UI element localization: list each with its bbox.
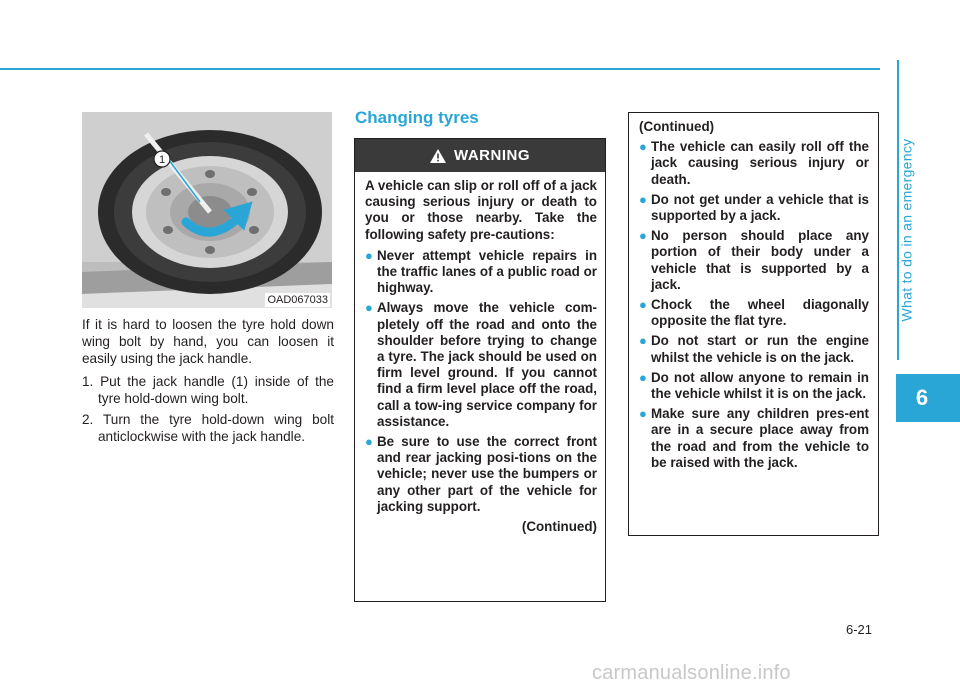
chapter-number: 6 bbox=[915, 385, 929, 410]
continued-bullet-item bbox=[639, 406, 869, 471]
steps-list bbox=[82, 373, 334, 445]
spare-tyre-photo bbox=[82, 112, 332, 308]
continued-bullet-item bbox=[639, 370, 869, 402]
bullet-text: Do not start or run the engine whilst the vehicle is on the jack. bbox=[651, 333, 869, 365]
bullet-dot-icon: ● bbox=[639, 369, 647, 385]
continued-bullet-item bbox=[639, 192, 869, 224]
warning-intro: A vehicle can slip or roll off of a jack causing serious injury or death to you or those nearby. Take the following safety pre-cautions: bbox=[365, 178, 597, 242]
chapter-side-title bbox=[892, 100, 920, 360]
header-rule bbox=[0, 68, 880, 70]
warning-label: WARNING bbox=[454, 147, 530, 164]
photo-code: OAD067033 bbox=[267, 294, 328, 306]
warning-bullet-item bbox=[365, 434, 597, 515]
step-item: 2. Turn the tyre hold-down wing bolt anticlockwise with the jack handle. bbox=[82, 412, 334, 444]
bullet-text: The vehicle can easily roll off the jack causing serious injury or death. bbox=[651, 139, 869, 187]
left-instructions bbox=[82, 316, 334, 449]
continued-bullet-item bbox=[639, 139, 869, 188]
warning-bullet-item bbox=[365, 248, 597, 297]
bullet-dot-icon: ● bbox=[365, 247, 373, 263]
continued-bullet-item bbox=[639, 297, 869, 329]
bullet-dot-icon: ● bbox=[639, 406, 647, 422]
bullet-dot-icon: ● bbox=[639, 297, 647, 313]
warning-bullets bbox=[365, 248, 597, 515]
callout-number: 1 bbox=[158, 154, 166, 166]
bullet-text: No person should place any portion of their body under a vehicle that is supported by a jack. bbox=[651, 228, 869, 292]
continued-label: (Continued) bbox=[521, 519, 597, 535]
chapter-side-title-text: What to do in an emergency bbox=[898, 138, 914, 322]
watermark: carmanualsonline.info bbox=[592, 662, 791, 684]
intro-paragraph: If it is hard to loosen the tyre hold down wing bolt by hand, you can loosen it easily using the jack handle. bbox=[82, 317, 334, 366]
section-title: Changing tyres bbox=[355, 108, 479, 127]
continued-bullet-item bbox=[639, 228, 869, 293]
bullet-dot-icon: ● bbox=[639, 228, 647, 244]
warning-box bbox=[354, 138, 606, 602]
bullet-dot-icon: ● bbox=[639, 139, 647, 155]
continued-bullets bbox=[639, 139, 869, 471]
bullet-text: Make sure any children pres-ent are in a secure place away from the road and from the vehicle to be raised with the jack. bbox=[651, 406, 869, 470]
bullet-text: Chock the wheel diagonally opposite the flat tyre. bbox=[651, 297, 869, 329]
warning-bullet-item bbox=[365, 300, 597, 430]
warning-triangle-icon bbox=[430, 149, 446, 163]
continued-bullet-item bbox=[639, 333, 869, 365]
bullet-dot-icon: ● bbox=[365, 434, 373, 450]
page-number: 6-21 bbox=[846, 622, 873, 637]
bullet-text: Do not get under a vehicle that is supported by a jack. bbox=[651, 191, 869, 224]
step-item: 1. Put the jack handle (1) inside of the tyre hold-down wing bolt. bbox=[82, 374, 334, 406]
bullet-text: Be sure to use the correct front and rear jacking posi-tions on the vehicle; never use the bumpers or any other part of the vehicle for jacking support. bbox=[377, 434, 597, 514]
bullet-dot-icon: ● bbox=[639, 333, 647, 349]
bullet-text: Do not allow anyone to remain in the vehicle whilst it is on the jack. bbox=[651, 369, 869, 402]
bullet-dot-icon: ● bbox=[365, 300, 373, 316]
bullet-text: Always move the vehicle com-pletely off the road and onto the shoulder before trying to change a tyre. The jack should be used on firm level ground. If you cannot find a firm level place off the road, call a tow-ing service company for assistance. bbox=[377, 300, 597, 429]
bullet-dot-icon: ● bbox=[639, 191, 647, 207]
warning-body bbox=[355, 172, 605, 535]
spare-tyre-illustration bbox=[82, 112, 332, 308]
chapter-number-tab bbox=[896, 374, 960, 422]
bullet-text: Never attempt vehicle repairs in the traffic lanes of a public road or highway. bbox=[377, 247, 597, 296]
continued-heading: (Continued) bbox=[639, 119, 715, 134]
warning-header bbox=[355, 139, 605, 172]
continued-box bbox=[628, 112, 879, 536]
